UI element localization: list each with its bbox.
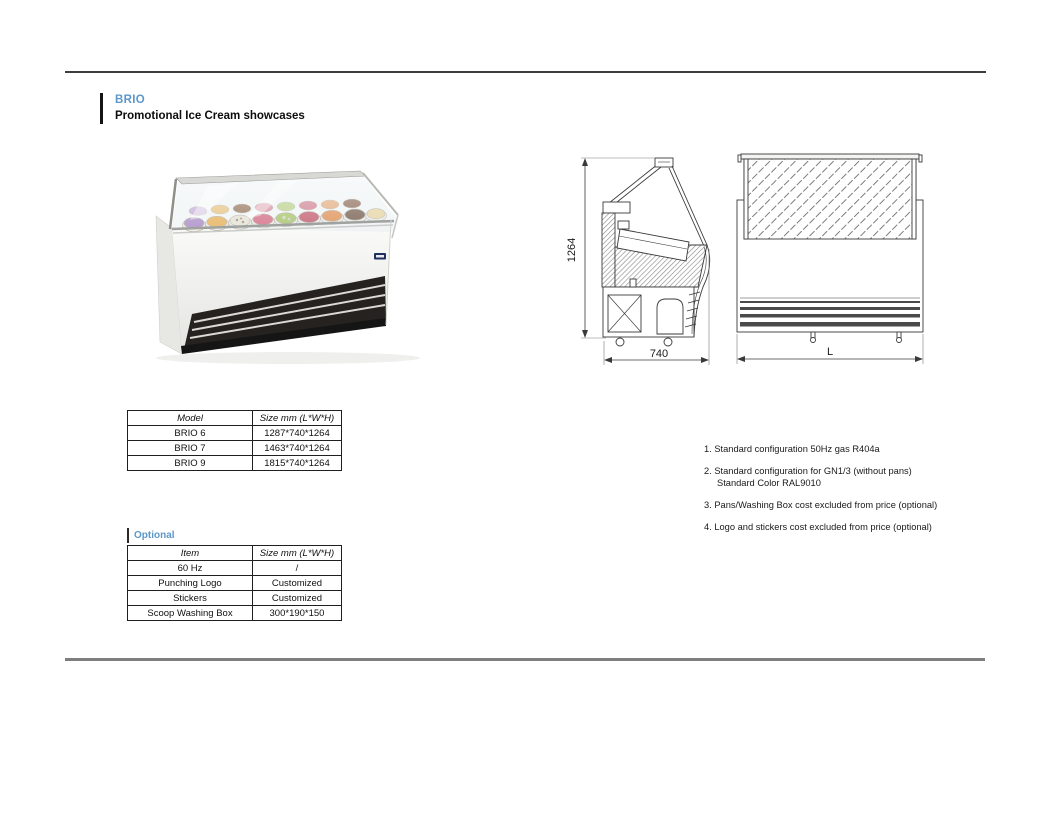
table-cell: BRIO 7 bbox=[128, 441, 253, 456]
table-header-row bbox=[128, 546, 342, 561]
table-cell: 1463*740*1264 bbox=[253, 441, 342, 456]
note-item: 4. Logo and stickers cost excluded from price (optional) bbox=[704, 522, 932, 532]
table-row bbox=[128, 426, 342, 441]
table-cell: Punching Logo bbox=[128, 576, 253, 591]
page-subtitle: Promotional Ice Cream showcases bbox=[115, 110, 305, 122]
table-cell: BRIO 6 bbox=[128, 426, 253, 441]
table-cell: Customized bbox=[253, 576, 342, 591]
model-header: Model bbox=[128, 411, 253, 426]
size-header: Size mm (L*W*H) bbox=[253, 411, 342, 426]
page-title: BRIO bbox=[115, 94, 145, 106]
ice-cream-showcase-image bbox=[148, 158, 433, 365]
table-cell: 60 Hz bbox=[128, 561, 253, 576]
table-row bbox=[128, 456, 342, 471]
product-photo bbox=[148, 158, 433, 365]
bottom-rule bbox=[65, 658, 985, 661]
size-header: Size mm (L*W*H) bbox=[253, 546, 342, 561]
table-row bbox=[128, 441, 342, 456]
table-cell: / bbox=[253, 561, 342, 576]
page-header bbox=[100, 93, 305, 124]
optional-table bbox=[127, 545, 342, 621]
dim-length-label: L bbox=[826, 346, 834, 358]
optional-section-label: Optional bbox=[127, 528, 175, 543]
table-cell: 1815*740*1264 bbox=[253, 456, 342, 471]
note-line: 2. Standard configuration for GN1/3 (without pans) bbox=[704, 466, 912, 476]
table-cell: Customized bbox=[253, 591, 342, 606]
notes-list bbox=[704, 443, 1014, 543]
table-row bbox=[128, 576, 342, 591]
dim-height-label: 1264 bbox=[566, 237, 578, 263]
top-rule bbox=[65, 71, 986, 73]
table-row bbox=[128, 561, 342, 576]
note-item: 3. Pans/Washing Box cost excluded from price (optional) bbox=[704, 500, 938, 510]
side-view-drawing bbox=[558, 145, 716, 377]
table-cell: Stickers bbox=[128, 591, 253, 606]
note-item bbox=[704, 465, 1014, 489]
brand-bar bbox=[100, 93, 103, 124]
front-view-drawing bbox=[730, 148, 930, 373]
note-line: Standard Color RAL9010 bbox=[717, 478, 821, 488]
table-header-row bbox=[128, 411, 342, 426]
table-cell: 1287*740*1264 bbox=[253, 426, 342, 441]
note-item: 1. Standard configuration 50Hz gas R404a bbox=[704, 444, 880, 454]
table-row bbox=[128, 591, 342, 606]
table-row bbox=[128, 606, 342, 621]
dim-depth-label: 740 bbox=[649, 348, 669, 360]
table-cell: BRIO 9 bbox=[128, 456, 253, 471]
table-cell: 300*190*150 bbox=[253, 606, 342, 621]
model-table bbox=[127, 410, 342, 471]
table-cell: Scoop Washing Box bbox=[128, 606, 253, 621]
item-header: Item bbox=[128, 546, 253, 561]
